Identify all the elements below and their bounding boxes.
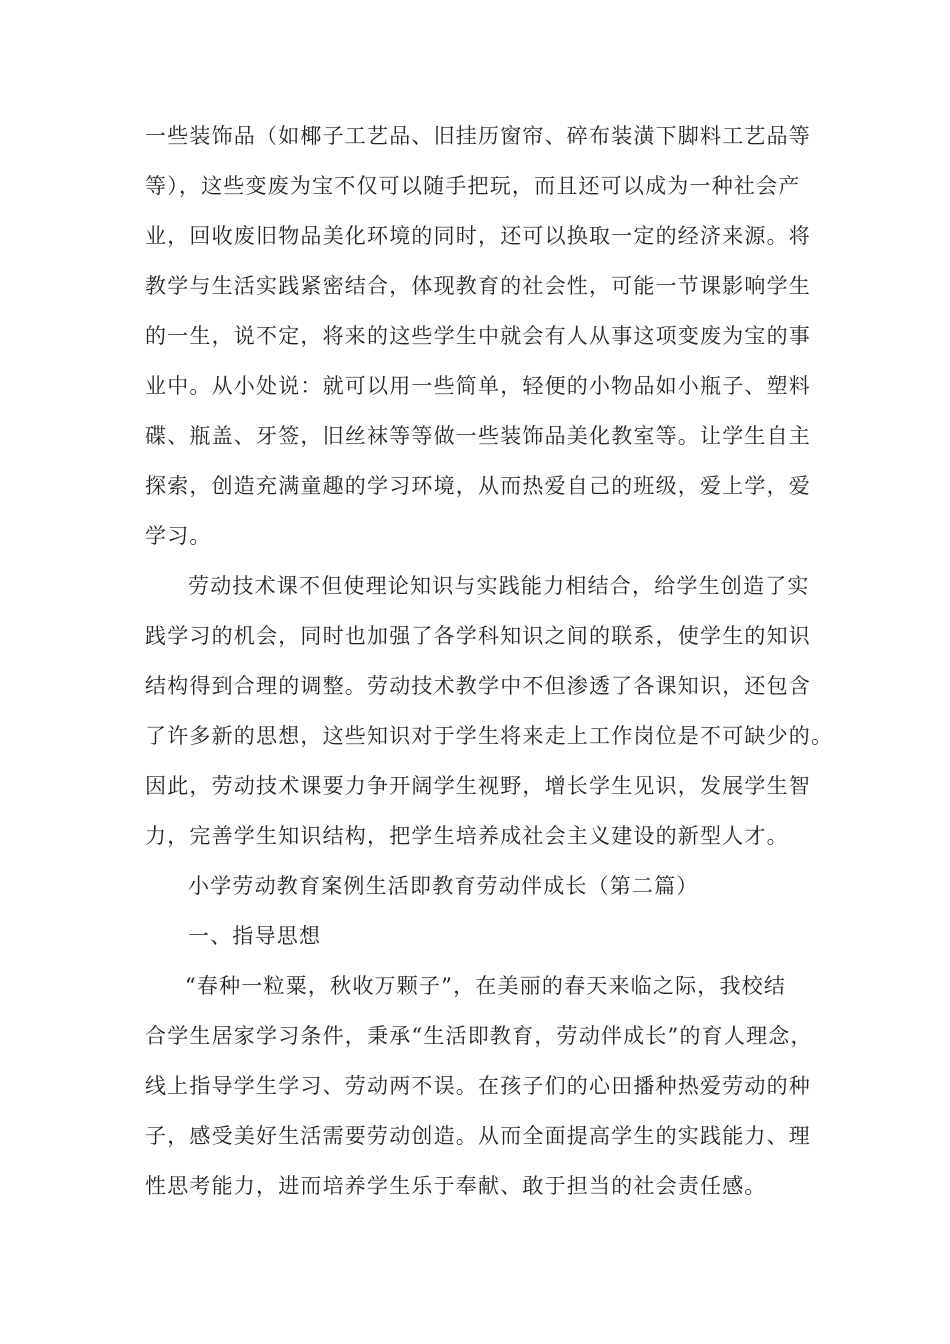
paragraph-line: 碟、瓶盖、牙签，旧丝袜等等做一些装饰品美化教室等。让学生自主	[145, 424, 811, 448]
paragraph-line: 业中。从小处说：就可以用一些简单，轻便的小物品如小瓶子、塑料	[145, 374, 811, 398]
paragraph-line: 子，感受美好生活需要劳动创造。从而全面提高学生的实践能力、理	[145, 1124, 811, 1148]
paragraph-line: 线上指导学生学习、劳动两不误。在孩子们的心田播种热爱劳动的种	[145, 1074, 811, 1098]
paragraph-line: “春种一粒粟，秋收万颗子”，在美丽的春天来临之际，我校结	[185, 974, 787, 998]
paragraph-line: 因此，劳动技术课要力争开阔学生视野，增长学生见识，发展学生智	[145, 774, 811, 798]
paragraph-line: 教学与生活实践紧密结合，体现教育的社会性，可能一节课影响学生	[145, 274, 811, 298]
paragraph-line: 一些装饰品（如椰子工艺品、旧挂历窗帘、碎布装潢下脚料工艺品等	[145, 124, 811, 148]
section-title: 小学劳动教育案例生活即教育劳动伴成长（第二篇）	[188, 874, 699, 898]
paragraph-line: 力，完善学生知识结构，把学生培养成社会主义建设的新型人才。	[145, 824, 789, 848]
section-heading: 一、指导思想	[188, 924, 322, 948]
paragraph-line: 性思考能力，进而培养学生乐于奉献、敢于担当的社会责任感。	[145, 1174, 767, 1198]
paragraph-line: 学习。	[145, 524, 212, 548]
paragraph-line: 劳动技术课不但使理论知识与实践能力相结合，给学生创造了实	[188, 574, 810, 598]
paragraph-line: 等），这些变废为宝不仅可以随手把玩，而且还可以成为一种社会产	[145, 174, 801, 198]
paragraph-line: 践学习的机会，同时也加强了各学科知识之间的联系，使学生的知识	[145, 624, 811, 648]
paragraph-line: 探索，创造充满童趣的学习环境，从而热爱自己的班级，爱上学，爱	[145, 474, 811, 498]
paragraph-line: 结构得到合理的调整。劳动技术教学中不但渗透了各课知识，还包含	[145, 674, 811, 698]
paragraph-line: 业，回收废旧物品美化环境的同时，还可以换取一定的经济来源。将	[145, 224, 811, 248]
paragraph-line: 了许多新的思想，这些知识对于学生将来走上工作岗位是不可缺少的。	[145, 724, 834, 748]
paragraph-line: 的一生，说不定，将来的这些学生中就会有人从事这项变废为宝的事	[145, 324, 811, 348]
paragraph-line: 合学生居家学习条件，秉承“生活即教育，劳动伴成长”的育人理念，	[145, 1024, 813, 1048]
